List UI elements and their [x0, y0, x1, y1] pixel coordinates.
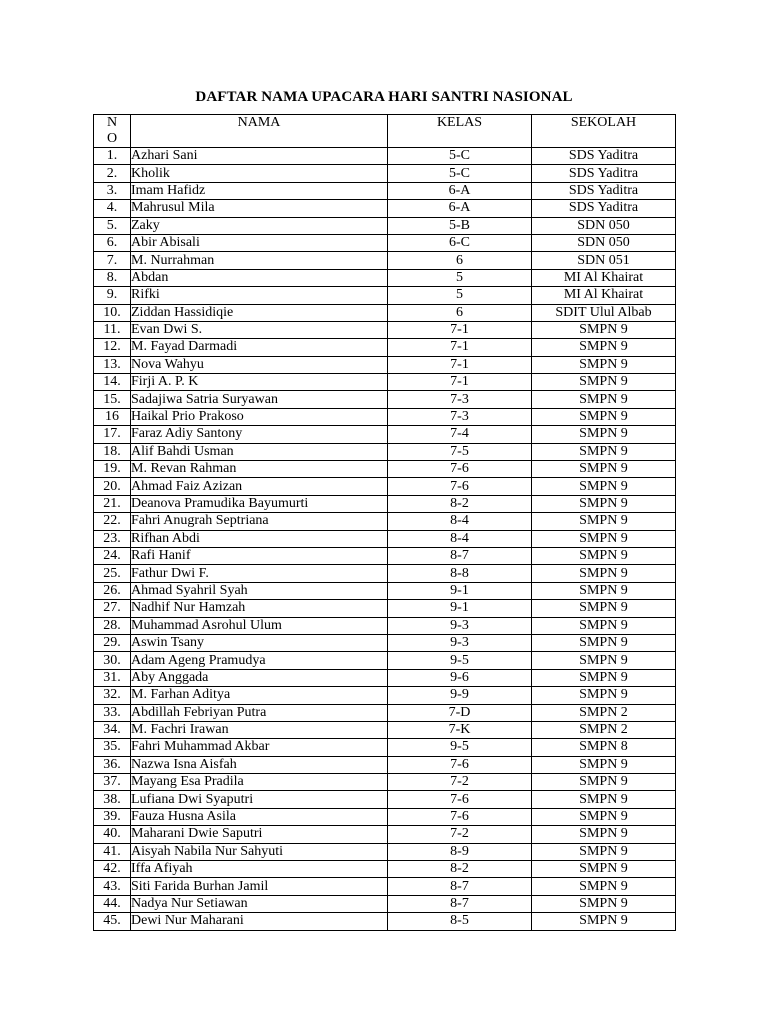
row-number: 36. [94, 756, 131, 773]
row-number: 43. [94, 878, 131, 895]
table-row [94, 165, 676, 182]
table-row [94, 547, 676, 564]
row-number: 26. [94, 582, 131, 599]
row-school: SMPN 9 [532, 791, 676, 808]
table-row [94, 652, 676, 669]
table-row [94, 826, 676, 843]
row-class: 7-6 [388, 808, 532, 825]
row-class: 8-7 [388, 895, 532, 912]
table-row [94, 756, 676, 773]
row-name: Alif Bahdi Usman [131, 443, 388, 460]
row-school: SMPN 9 [532, 339, 676, 356]
row-number: 41. [94, 843, 131, 860]
row-name: Rifhan Abdi [131, 530, 388, 547]
row-number: 1. [94, 148, 131, 165]
header-nama: NAMA [131, 115, 388, 148]
header-kelas: KELAS [388, 115, 532, 148]
row-class: 9-6 [388, 669, 532, 686]
header-no [94, 115, 131, 148]
row-school: SMPN 9 [532, 582, 676, 599]
row-name: Rafi Hanif [131, 547, 388, 564]
row-number: 17. [94, 426, 131, 443]
row-number: 34. [94, 721, 131, 738]
table-row [94, 513, 676, 530]
row-number: 20. [94, 478, 131, 495]
row-name: Dewi Nur Maharani [131, 913, 388, 930]
table-row [94, 461, 676, 478]
row-number: 21. [94, 495, 131, 512]
row-number: 24. [94, 547, 131, 564]
row-school: SMPN 9 [532, 391, 676, 408]
table-body [94, 148, 676, 931]
row-school: SDS Yaditra [532, 200, 676, 217]
row-name: Haikal Prio Prakoso [131, 408, 388, 425]
table-row [94, 739, 676, 756]
table-row [94, 582, 676, 599]
row-class: 9-9 [388, 687, 532, 704]
row-number: 3. [94, 182, 131, 199]
row-number: 18. [94, 443, 131, 460]
row-school: SMPN 9 [532, 878, 676, 895]
row-school: MI Al Khairat [532, 287, 676, 304]
row-name: Aby Anggada [131, 669, 388, 686]
row-name: Evan Dwi S. [131, 321, 388, 338]
row-number: 13. [94, 356, 131, 373]
row-number: 16 [94, 408, 131, 425]
row-number: 40. [94, 826, 131, 843]
row-class: 7-5 [388, 443, 532, 460]
table-row [94, 617, 676, 634]
row-class: 7-3 [388, 391, 532, 408]
row-name: Abir Abisali [131, 234, 388, 251]
table-row [94, 391, 676, 408]
table-row [94, 878, 676, 895]
row-class: 8-5 [388, 913, 532, 930]
row-number: 5. [94, 217, 131, 234]
row-school: SMPN 9 [532, 356, 676, 373]
row-school: SMPN 9 [532, 374, 676, 391]
row-name: Nadhif Nur Hamzah [131, 600, 388, 617]
row-name: Fathur Dwi F. [131, 565, 388, 582]
row-name: Aswin Tsany [131, 634, 388, 651]
table-row [94, 791, 676, 808]
row-number: 19. [94, 461, 131, 478]
row-name: Maharani Dwie Saputri [131, 826, 388, 843]
row-number: 12. [94, 339, 131, 356]
table-row [94, 478, 676, 495]
row-name: Faraz Adiy Santony [131, 426, 388, 443]
table-header-row [94, 115, 676, 148]
row-school: SMPN 9 [532, 687, 676, 704]
table-row [94, 321, 676, 338]
table-row [94, 495, 676, 512]
table-row [94, 200, 676, 217]
row-school: SMPN 9 [532, 426, 676, 443]
row-number: 10. [94, 304, 131, 321]
row-number: 33. [94, 704, 131, 721]
table-row [94, 234, 676, 251]
row-school: SMPN 9 [532, 843, 676, 860]
row-school: SMPN 9 [532, 913, 676, 930]
row-class: 7-1 [388, 321, 532, 338]
row-class: 5 [388, 287, 532, 304]
row-number: 39. [94, 808, 131, 825]
header-no-line2: O [106, 131, 118, 146]
row-number: 22. [94, 513, 131, 530]
row-class: 6-C [388, 234, 532, 251]
table-row [94, 843, 676, 860]
table-row [94, 374, 676, 391]
row-class: 7-1 [388, 356, 532, 373]
row-school: SDS Yaditra [532, 148, 676, 165]
row-school: SMPN 9 [532, 895, 676, 912]
row-school: SDN 051 [532, 252, 676, 269]
row-name: Adam Ageng Pramudya [131, 652, 388, 669]
row-school: SMPN 9 [532, 756, 676, 773]
row-class: 7-K [388, 721, 532, 738]
row-class: 5 [388, 269, 532, 286]
table-row [94, 443, 676, 460]
row-class: 9-5 [388, 652, 532, 669]
row-class: 7-6 [388, 756, 532, 773]
row-class: 5-C [388, 165, 532, 182]
table-row [94, 861, 676, 878]
row-class: 8-9 [388, 843, 532, 860]
table-row [94, 426, 676, 443]
row-name: M. Farhan Aditya [131, 687, 388, 704]
row-class: 8-4 [388, 513, 532, 530]
row-number: 6. [94, 234, 131, 251]
row-name: Lufiana Dwi Syaputri [131, 791, 388, 808]
table-row [94, 269, 676, 286]
row-number: 31. [94, 669, 131, 686]
table-row [94, 408, 676, 425]
table-row [94, 687, 676, 704]
row-school: SMPN 9 [532, 669, 676, 686]
row-school: SMPN 9 [532, 321, 676, 338]
row-school: SMPN 9 [532, 826, 676, 843]
row-class: 9-5 [388, 739, 532, 756]
row-number: 30. [94, 652, 131, 669]
row-class: 8-4 [388, 530, 532, 547]
row-class: 7-D [388, 704, 532, 721]
row-name: Mayang Esa Pradila [131, 774, 388, 791]
row-number: 7. [94, 252, 131, 269]
table-row [94, 600, 676, 617]
row-school: SMPN 9 [532, 443, 676, 460]
row-school: SMPN 9 [532, 861, 676, 878]
row-number: 37. [94, 774, 131, 791]
row-school: SDS Yaditra [532, 165, 676, 182]
row-name: Muhammad Asrohul Ulum [131, 617, 388, 634]
row-name: Nazwa Isna Aisfah [131, 756, 388, 773]
row-name: Ahmad Syahril Syah [131, 582, 388, 599]
row-name: M. Nurrahman [131, 252, 388, 269]
row-school: MI Al Khairat [532, 269, 676, 286]
row-class: 6-A [388, 200, 532, 217]
row-name: Iffa Afiyah [131, 861, 388, 878]
table-row [94, 252, 676, 269]
row-name: Aisyah Nabila Nur Sahyuti [131, 843, 388, 860]
row-class: 9-3 [388, 617, 532, 634]
row-number: 42. [94, 861, 131, 878]
row-school: SMPN 9 [532, 547, 676, 564]
row-school: SDIT Ulul Albab [532, 304, 676, 321]
table-row [94, 913, 676, 930]
table-row [94, 704, 676, 721]
row-number: 4. [94, 200, 131, 217]
table-row [94, 808, 676, 825]
row-class: 7-2 [388, 774, 532, 791]
row-school: SMPN 9 [532, 634, 676, 651]
row-school: SMPN 9 [532, 652, 676, 669]
table-row [94, 721, 676, 738]
row-name: Abdillah Febriyan Putra [131, 704, 388, 721]
table-row [94, 634, 676, 651]
row-name: Sadajiwa Satria Suryawan [131, 391, 388, 408]
attendee-table [93, 114, 676, 931]
row-number: 23. [94, 530, 131, 547]
row-number: 8. [94, 269, 131, 286]
row-name: Abdan [131, 269, 388, 286]
row-class: 7-6 [388, 791, 532, 808]
row-name: Nova Wahyu [131, 356, 388, 373]
table-row [94, 339, 676, 356]
row-name: Siti Farida Burhan Jamil [131, 878, 388, 895]
row-class: 7-2 [388, 826, 532, 843]
row-name: Rifki [131, 287, 388, 304]
row-name: M. Fachri Irawan [131, 721, 388, 738]
row-school: SMPN 2 [532, 721, 676, 738]
row-class: 8-2 [388, 495, 532, 512]
row-name: Zaky [131, 217, 388, 234]
row-school: SMPN 9 [532, 408, 676, 425]
row-class: 5-C [388, 148, 532, 165]
row-school: SMPN 9 [532, 774, 676, 791]
table-row [94, 148, 676, 165]
row-class: 7-1 [388, 339, 532, 356]
row-class: 8-8 [388, 565, 532, 582]
row-class: 7-6 [388, 461, 532, 478]
row-class: 6 [388, 252, 532, 269]
row-class: 8-2 [388, 861, 532, 878]
row-class: 9-1 [388, 600, 532, 617]
header-no-line1: N [106, 115, 118, 130]
row-class: 9-1 [388, 582, 532, 599]
row-number: 2. [94, 165, 131, 182]
row-school: SMPN 9 [532, 808, 676, 825]
row-school: SDS Yaditra [532, 182, 676, 199]
document-title: DAFTAR NAMA UPACARA HARI SANTRI NASIONAL [195, 89, 573, 105]
row-number: 9. [94, 287, 131, 304]
row-school: SMPN 9 [532, 617, 676, 634]
row-school: SMPN 9 [532, 478, 676, 495]
row-name: M. Fayad Darmadi [131, 339, 388, 356]
table-row [94, 565, 676, 582]
row-name: Deanova Pramudika Bayumurti [131, 495, 388, 512]
row-school: SMPN 2 [532, 704, 676, 721]
table-row [94, 182, 676, 199]
row-number: 11. [94, 321, 131, 338]
table-row [94, 669, 676, 686]
row-class: 8-7 [388, 547, 532, 564]
row-name: Fauza Husna Asila [131, 808, 388, 825]
row-school: SMPN 9 [532, 495, 676, 512]
row-school: SMPN 9 [532, 461, 676, 478]
row-name: Nadya Nur Setiawan [131, 895, 388, 912]
row-name: Kholik [131, 165, 388, 182]
row-class: 5-B [388, 217, 532, 234]
row-class: 6 [388, 304, 532, 321]
table-row [94, 895, 676, 912]
row-name: Fahri Muhammad Akbar [131, 739, 388, 756]
row-number: 29. [94, 634, 131, 651]
table-row [94, 287, 676, 304]
table-row [94, 304, 676, 321]
row-class: 9-3 [388, 634, 532, 651]
row-number: 32. [94, 687, 131, 704]
row-school: SMPN 9 [532, 600, 676, 617]
row-name: Firji A. P. K [131, 374, 388, 391]
row-number: 15. [94, 391, 131, 408]
row-school: SMPN 9 [532, 565, 676, 582]
row-name: Ahmad Faiz Azizan [131, 478, 388, 495]
table-row [94, 530, 676, 547]
row-number: 14. [94, 374, 131, 391]
row-number: 35. [94, 739, 131, 756]
row-school: SMPN 9 [532, 530, 676, 547]
row-number: 28. [94, 617, 131, 634]
row-name: Imam Hafidz [131, 182, 388, 199]
row-school: SMPN 8 [532, 739, 676, 756]
row-name: M. Revan Rahman [131, 461, 388, 478]
row-class: 7-6 [388, 478, 532, 495]
table-row [94, 774, 676, 791]
header-sekolah: SEKOLAH [532, 115, 676, 148]
row-class: 7-1 [388, 374, 532, 391]
row-school: SDN 050 [532, 217, 676, 234]
row-name: Ziddan Hassidiqie [131, 304, 388, 321]
row-school: SMPN 9 [532, 513, 676, 530]
row-class: 8-7 [388, 878, 532, 895]
row-name: Azhari Sani [131, 148, 388, 165]
row-number: 38. [94, 791, 131, 808]
row-class: 7-4 [388, 426, 532, 443]
row-name: Mahrusul Mila [131, 200, 388, 217]
row-class: 6-A [388, 182, 532, 199]
row-number: 25. [94, 565, 131, 582]
row-number: 27. [94, 600, 131, 617]
row-school: SDN 050 [532, 234, 676, 251]
row-class: 7-3 [388, 408, 532, 425]
row-name: Fahri Anugrah Septriana [131, 513, 388, 530]
row-number: 44. [94, 895, 131, 912]
table-row [94, 217, 676, 234]
row-number: 45. [94, 913, 131, 930]
table-row [94, 356, 676, 373]
